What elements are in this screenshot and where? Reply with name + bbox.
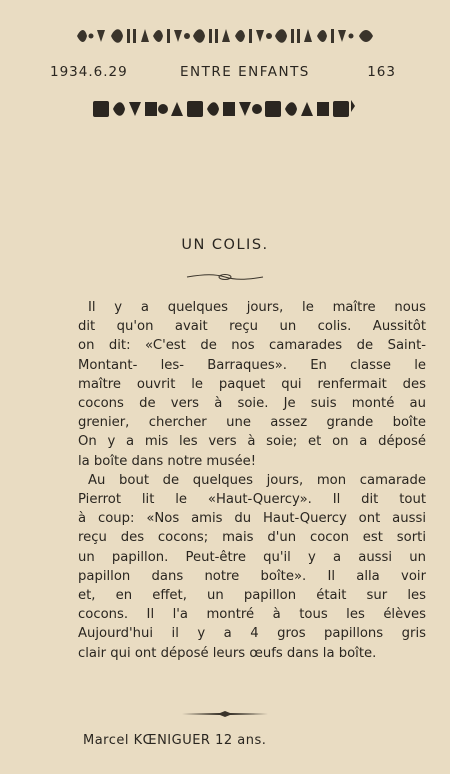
author-signature: Marcel KŒNIGUER 12 ans.	[83, 733, 267, 748]
fleuron-ornament-icon	[75, 24, 375, 48]
article-body	[78, 298, 426, 663]
text-line: Au bout de quelques jours, mon camarade	[88, 472, 426, 488]
fleuron-ornament-icon	[93, 98, 358, 120]
text-line: clair qui ont déposé leurs œufs dans la boîte.	[78, 645, 377, 661]
text-line: cocons de vers à soie. Je suis monté au	[78, 396, 426, 412]
page-number: 163	[367, 64, 396, 80]
text-line: maître ouvrit le paquet qui renfermait des	[78, 376, 426, 392]
text-line: cocons. Il l'a montré à tous les élèves	[78, 607, 426, 623]
text-line: dit qu'on avait reçu un colis. Aussitôt	[78, 319, 426, 335]
text-line: Montant- les- Barraques». En classe le	[78, 357, 426, 373]
title-separator	[0, 272, 450, 282]
separator-rule-icon	[180, 710, 270, 718]
separator-flourish-icon	[185, 272, 265, 282]
text-line: la boîte dans notre musée!	[78, 453, 257, 469]
text-line: grenier, chercher une assez grande boîte	[78, 415, 426, 431]
top-ornament-band	[0, 24, 450, 48]
text-line: un papillon. Peut-être qu'il y a aussi un	[78, 549, 426, 565]
text-line: on dit: «C'est de nos camarades de Saint-	[78, 338, 426, 354]
text-line: Aujourd'hui il y a 4 gros papillons gris	[78, 626, 426, 642]
text-line: et, en effet, un papillon était sur les	[78, 588, 426, 604]
mid-ornament-band	[0, 98, 450, 120]
issue-date: 1934.6.29	[50, 64, 128, 80]
text-line: Pierrot lit le «Haut-Quercy». Il dit tout	[78, 492, 426, 508]
journal-title: ENTRE ENFANTS	[180, 64, 310, 80]
text-line: On y a mis les vers à soie; et on a déposé	[78, 434, 426, 450]
text-line: à coup: «Nos amis du Haut-Quercy ont aussi	[78, 511, 426, 527]
closing-separator	[0, 710, 450, 718]
article-title: UN COLIS.	[181, 237, 269, 253]
text-line: papillon dans notre boîte». Il alla voir	[78, 568, 426, 584]
text-line: reçu des cocons; mais d'un cocon est sorti	[78, 530, 426, 546]
text-line: Il y a quelques jours, le maître nous	[88, 300, 426, 315]
